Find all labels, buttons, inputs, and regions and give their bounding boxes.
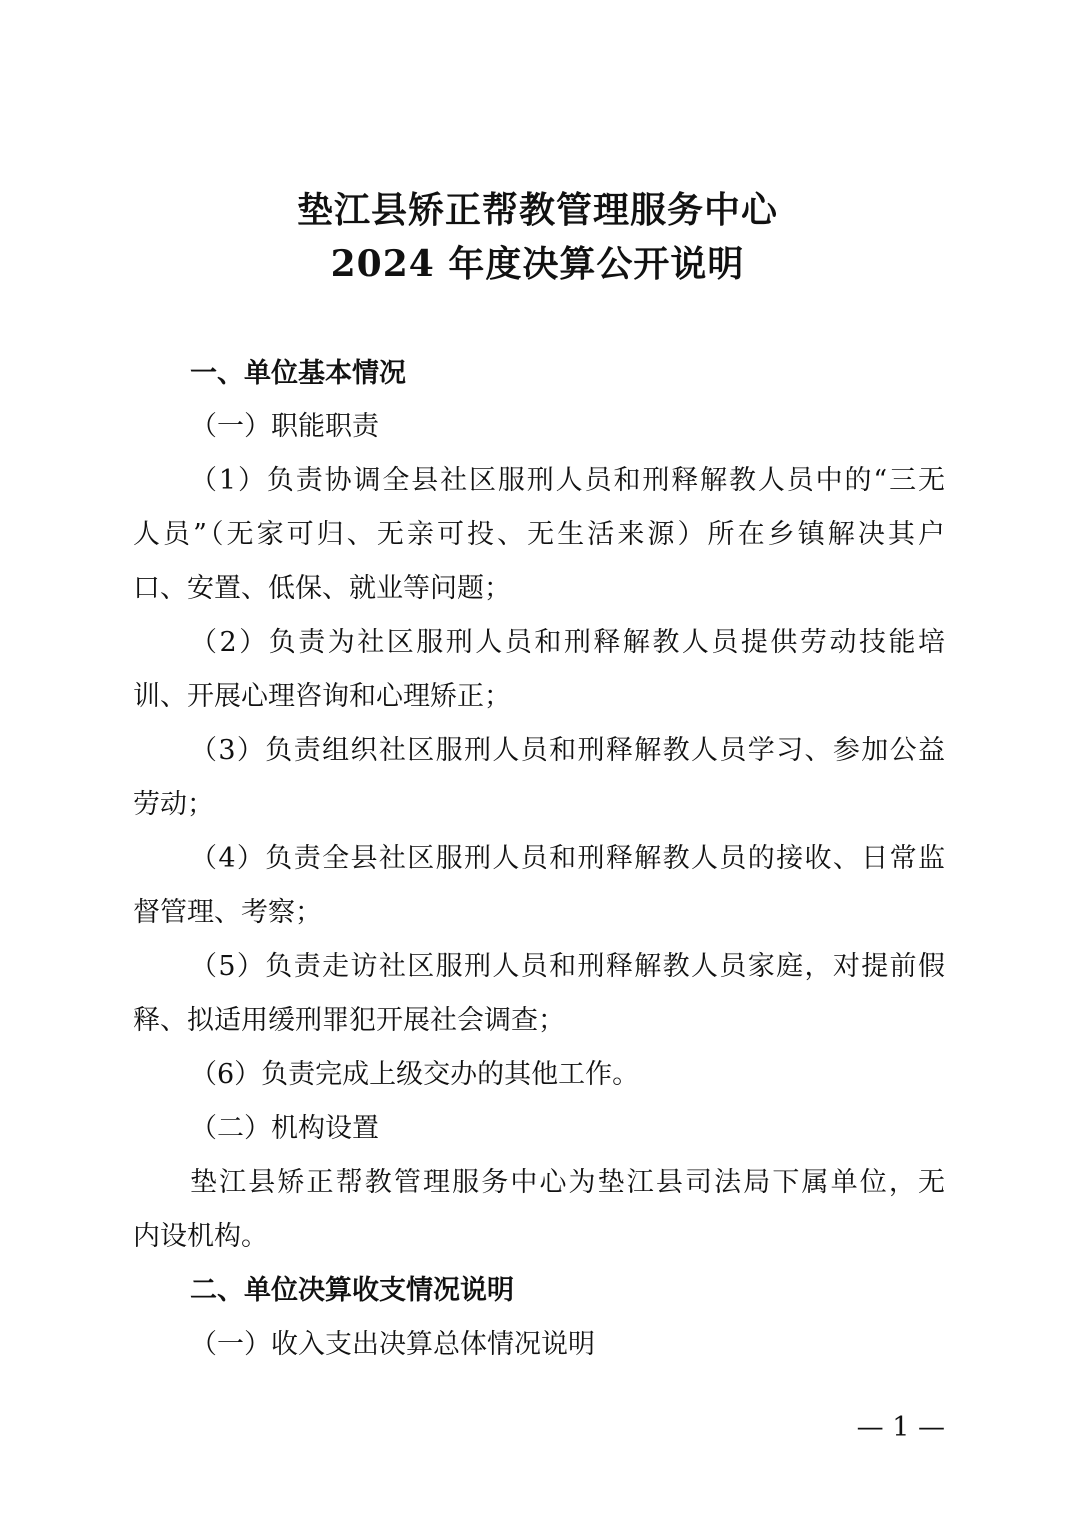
duty-item-4-line-2: 督管理、考察； <box>133 897 322 928</box>
duty-item-5-line-2: 释、拟适用缓刑罪犯开展社会调查； <box>133 1005 565 1036</box>
section-heading-basic-info: 一、单位基本情况 <box>190 358 406 389</box>
subsection-heading-organization: （二）机构设置 <box>190 1113 379 1144</box>
duty-item-1-line-1: （1）负责协调全县社区服刑人员和刑释解教人员中的“三无 <box>190 465 945 496</box>
page-number: — 1 — <box>856 1412 945 1443</box>
subsection-heading-income-expenditure: （一）收入支出决算总体情况说明 <box>190 1329 595 1360</box>
subsection-heading-duties: （一）职能职责 <box>190 411 379 442</box>
organization-paragraph-line-1: 垫江县矫正帮教管理服务中心为垫江县司法局下属单位，无 <box>190 1167 945 1198</box>
duty-item-1-line-2: 人员”（无家可归、无亲可投、无生活来源）所在乡镇解决其户 <box>133 519 945 550</box>
duty-item-2-line-1: （2）负责为社区服刑人员和刑释解教人员提供劳动技能培 <box>190 627 945 658</box>
section-heading-budget-explanation: 二、单位决算收支情况说明 <box>190 1275 514 1306</box>
document-title-line-1: 垫江县矫正帮教管理服务中心 <box>296 189 778 231</box>
organization-paragraph-line-2: 内设机构。 <box>133 1221 268 1252</box>
document-title-line-2: 2024 年度决算公开说明 <box>330 243 745 285</box>
duty-item-1-line-3: 口、安置、低保、就业等问题； <box>133 573 511 604</box>
duty-item-5-line-1: （5）负责走访社区服刑人员和刑释解教人员家庭，对提前假 <box>190 951 945 982</box>
duty-item-3-line-2: 劳动； <box>133 789 214 820</box>
duty-item-3-line-1: （3）负责组织社区服刑人员和刑释解教人员学习、参加公益 <box>190 735 945 766</box>
duty-item-2-line-2: 训、开展心理咨询和心理矫正； <box>133 681 511 712</box>
duty-item-4-line-1: （4）负责全县社区服刑人员和刑释解教人员的接收、日常监 <box>190 843 945 874</box>
duty-item-6: （6）负责完成上级交办的其他工作。 <box>190 1059 640 1090</box>
